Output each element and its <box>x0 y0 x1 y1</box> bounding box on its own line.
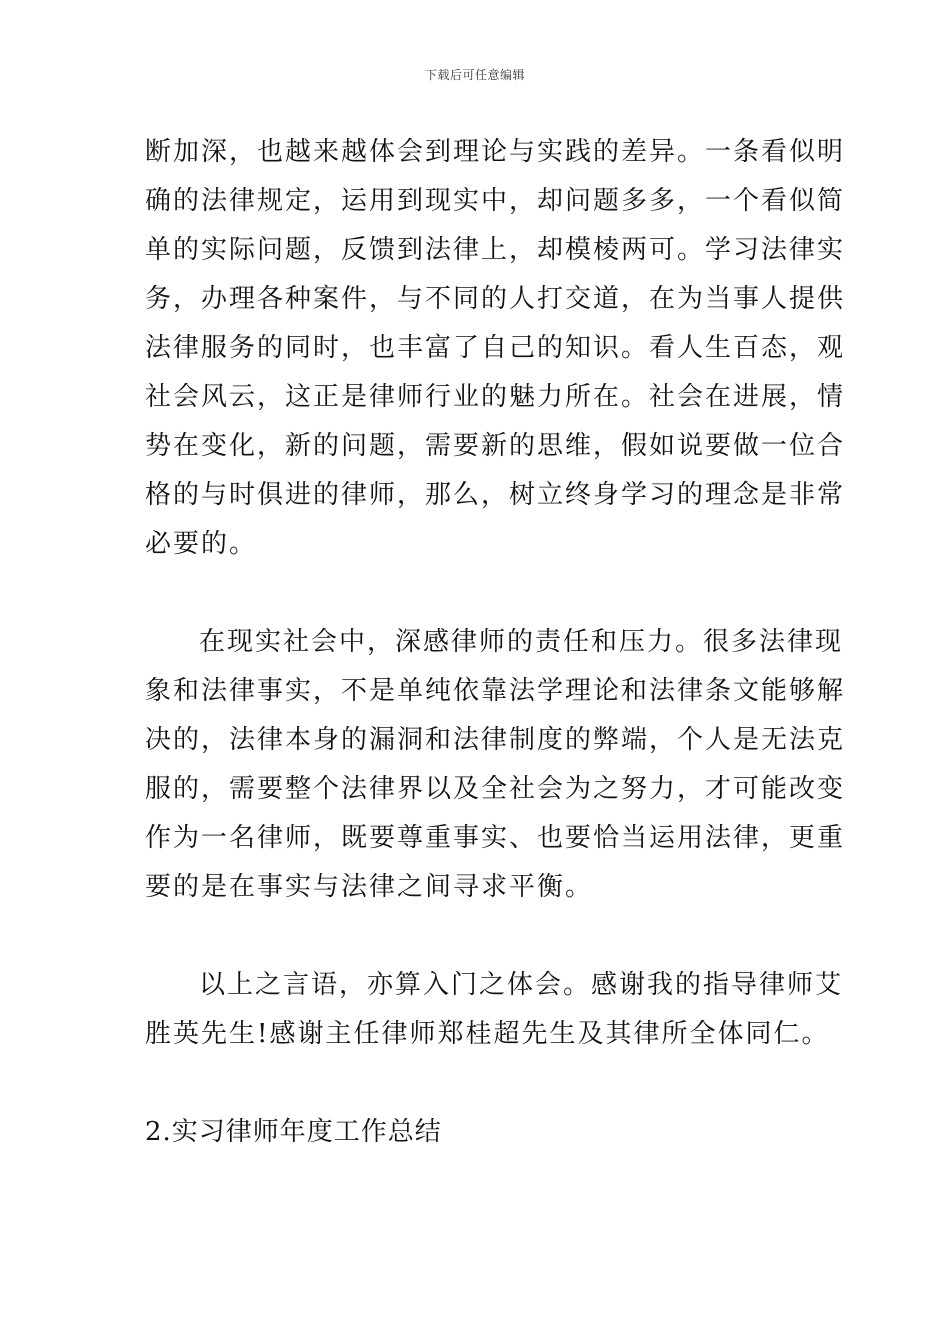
paragraph-line: 必要的。 <box>145 529 258 559</box>
paragraph-line: 象和法律事实，不是单纯依靠法学理论和法律条文能够解 <box>145 676 846 706</box>
paragraph-line: 格的与时俱进的律师，那么，树立终身学习的理念是非常 <box>145 480 846 510</box>
paragraph-spacer <box>145 912 810 961</box>
paragraph-line: 要的是在事实与法律之间寻求平衡。 <box>145 872 594 902</box>
paragraph-line: 在现实社会中，深感律师的责任和压力。很多法律现 <box>199 627 844 657</box>
paragraph-2 <box>145 618 846 912</box>
paragraph-spacer <box>145 569 810 618</box>
paragraph-3 <box>145 961 844 1059</box>
paragraph-line: 断加深，也越来越体会到理论与实践的差异。一条看似明 <box>145 137 846 167</box>
paragraph-line: 务，办理各种案件，与不同的人打交道，在为当事人提供 <box>145 284 846 314</box>
paragraph-line: 胜英先生!感谢主任律师郑桂超先生及其律所全体同仁。 <box>145 1019 830 1049</box>
paragraph-line: 服的，需要整个法律界以及全社会为之努力，才可能改变 <box>145 774 846 804</box>
paragraph-line: 单的实际问题，反馈到法律上，却模棱两可。学习法律实 <box>145 235 846 265</box>
paragraph-1 <box>145 128 846 569</box>
paragraph-line: 作为一名律师，既要尊重事实、也要恰当运用法律，更重 <box>145 823 846 853</box>
paragraph-line: 法律服务的同时，也丰富了自己的知识。看人生百态，观 <box>145 333 846 363</box>
paragraph-line: 决的，法律本身的漏洞和法律制度的弊端，个人是无法克 <box>145 725 846 755</box>
section-heading: 2.实习律师年度工作总结 <box>145 1117 442 1147</box>
paragraph-line: 确的法律规定，运用到现实中，却问题多多，一个看似简 <box>145 186 846 216</box>
paragraph-line: 社会风云，这正是律师行业的魅力所在。社会在进展，情 <box>145 382 846 412</box>
document-body <box>145 128 846 1157</box>
header-note: 下载后可任意编辑 <box>424 68 525 82</box>
paragraph-line: 势在变化，新的问题，需要新的思维，假如说要做一位合 <box>145 431 846 461</box>
paragraph-line: 以上之言语，亦算入门之体会。感谢我的指导律师艾 <box>199 970 844 1000</box>
paragraph-spacer <box>145 1059 810 1108</box>
